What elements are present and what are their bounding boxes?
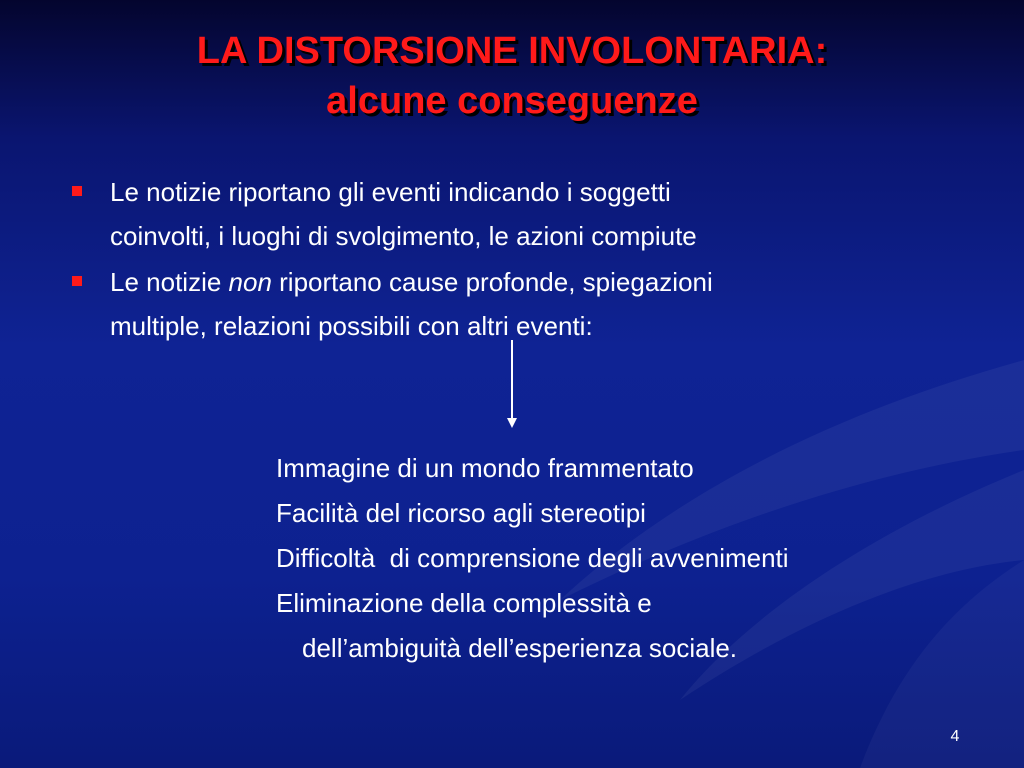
consequence-fragmented-world: Immagine di un mondo frammentato: [276, 453, 694, 483]
bullet-item-2-text-end: riportano cause profonde, spiegazioni: [271, 267, 713, 297]
bullet-item-2-emphasis: non: [228, 267, 272, 297]
slide-title-line-2: alcune conseguenze: [326, 80, 698, 122]
bullet-item-1-line-2: coinvolti, i luoghi di svolgimento, le azioni compiute: [110, 221, 697, 251]
bullet-item-2: [68, 260, 968, 348]
slide-title-line-1: LA DISTORSIONE INVOLONTARIA:: [196, 30, 828, 72]
bullet-item-2-line-2: multiple, relazioni possibili con altri eventi:: [110, 311, 593, 341]
square-bullet-icon: [72, 276, 82, 286]
consequence-complexity: Eliminazione della complessità e: [276, 588, 652, 618]
square-bullet-icon: [72, 186, 82, 196]
bullet-item-1: [68, 170, 968, 258]
bullet-list: [68, 170, 968, 350]
consequence-stereotypes: Facilità del ricorso agli stereotipi: [276, 498, 646, 528]
bullet-item-2-line-1: [110, 260, 968, 304]
bullet-item-1-line-1: Le notizie riportano gli eventi indicando i soggetti: [110, 177, 671, 207]
consequence-comprehension: Difficoltà di comprensione degli avvenimenti: [276, 543, 789, 573]
bullet-item-2-text-start: Le notizie: [110, 267, 229, 297]
slide-title: [0, 26, 1024, 126]
consequences-list: [276, 446, 996, 671]
consequence-complexity-continued: dell’ambiguità dell’esperienza sociale.: [302, 633, 738, 663]
down-arrow-icon: [504, 340, 520, 430]
page-number: 4: [950, 728, 960, 745]
